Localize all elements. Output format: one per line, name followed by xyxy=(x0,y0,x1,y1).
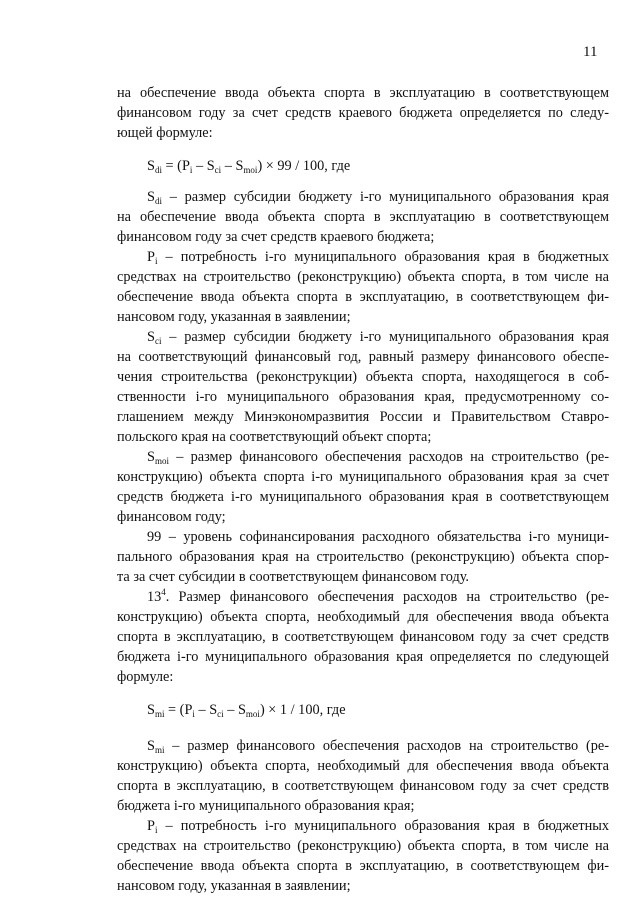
text-line: нансовом году, указанная в заявлении; xyxy=(117,309,351,325)
text-line: пального образования края на строительство (реконструкцию) объекта спор- xyxy=(117,549,609,565)
paragraph-13-4: $13^4$. Размер финансового обеспечения расходов на строительство (ре- xyxy=(147,587,609,605)
text-line: средств бюджета i-го муниципального образования края в соответствующем xyxy=(117,489,609,505)
formula-sdi: $S_{di} = (P_i - S_{ci} - S_{moi}) \times 99 / 100$, где xyxy=(147,158,351,175)
text-line: формуле: xyxy=(117,669,174,685)
text-line: ственности i-го муниципального образования края, предусмотренному со- xyxy=(117,389,609,405)
formula-smi: $S_{mi} = (P_i - S_{ci} - S_{moi}) \times 1 / 100$, где xyxy=(147,702,346,719)
text-line: нансовом году, указанная в заявлении; xyxy=(117,878,351,894)
text-line: бюджета i-го муниципального образования края; xyxy=(117,798,415,814)
text-line: на обеспечение ввода объекта спорта в эксплуатацию в соответствующем xyxy=(117,85,609,101)
definition-pi: $P_i$ – потребность i-го муниципального образования края в бюджетных xyxy=(147,249,609,266)
text-line: чения строительства (реконструкции) объекта спорта, находящегося в соб- xyxy=(117,369,609,385)
text-line: обеспечение ввода объекта спорта в эксплуатацию, в соответствующем фи- xyxy=(117,858,609,874)
text-line: на обеспечение ввода объекта спорта в эксплуатацию в соответствующем xyxy=(117,209,609,225)
definition-sdi: $S_{di}$ – размер субсидии бюджету i-го муниципального образования края xyxy=(147,189,609,206)
text-line: средствах на строительство (реконструкцию) объекта спорта, в том числе на xyxy=(117,838,609,854)
text-line: конструкцию) объекта спорта, необходимый для обеспечения ввода объекта xyxy=(117,758,609,774)
text-line: на соответствующий финансовый год, равный размеру финансового обеспе- xyxy=(117,349,609,365)
text-line: обеспечение ввода объекта спорта в эксплуатацию, в соответствующем фи- xyxy=(117,289,609,305)
text-line: глашением между Минэкономразвития России и Правительством Ставро- xyxy=(117,409,609,425)
text-line: финансовом году; xyxy=(117,509,226,525)
definition-sci: $S_{ci}$ – размер субсидии бюджету i-го муниципального образования края xyxy=(147,329,609,346)
text-line: финансовом году за счет средств краевого бюджета; xyxy=(117,229,435,245)
text-line: ющей формуле: xyxy=(117,125,213,141)
text-line: конструкцию) объекта спорта i-го муниципального образования края за счет xyxy=(117,469,609,485)
text-line: спорта в эксплуатацию, в соответствующем финансовом году за счет средств xyxy=(117,778,609,794)
definition-smi: $S_{mi}$ – размер финансового обеспечения расходов на строительство (ре- xyxy=(147,738,609,755)
text-line: конструкцию) объекта спорта, необходимый для обеспечения ввода объекта xyxy=(117,609,609,625)
text-line: средствах на строительство (реконструкцию) объекта спорта, в том числе на xyxy=(117,269,609,285)
definition-pi-2: $P_i$ – потребность i-го муниципального образования края в бюджетных xyxy=(147,818,609,835)
text-line: спорта в эксплуатацию, в соответствующем финансовом году за счет средств xyxy=(117,629,609,645)
definition-smoi: $S_{moi}$ – размер финансового обеспечения расходов на строительство (ре- xyxy=(147,449,609,466)
text-line: финансовом году за счет средств краевого бюджета определяется по следу- xyxy=(117,105,609,121)
text-line: та за счет субсидии в соответствующем финансовом году. xyxy=(117,569,470,585)
text-line: польского края на соответствующий объект спорта; xyxy=(117,429,432,445)
page-number: 11 xyxy=(583,44,598,60)
text-line: бюджета i-го муниципального образования края определяется по следующей xyxy=(117,649,609,665)
text-line: 99 – уровень софинансирования расходного обязательства i-го муници- xyxy=(147,529,609,545)
